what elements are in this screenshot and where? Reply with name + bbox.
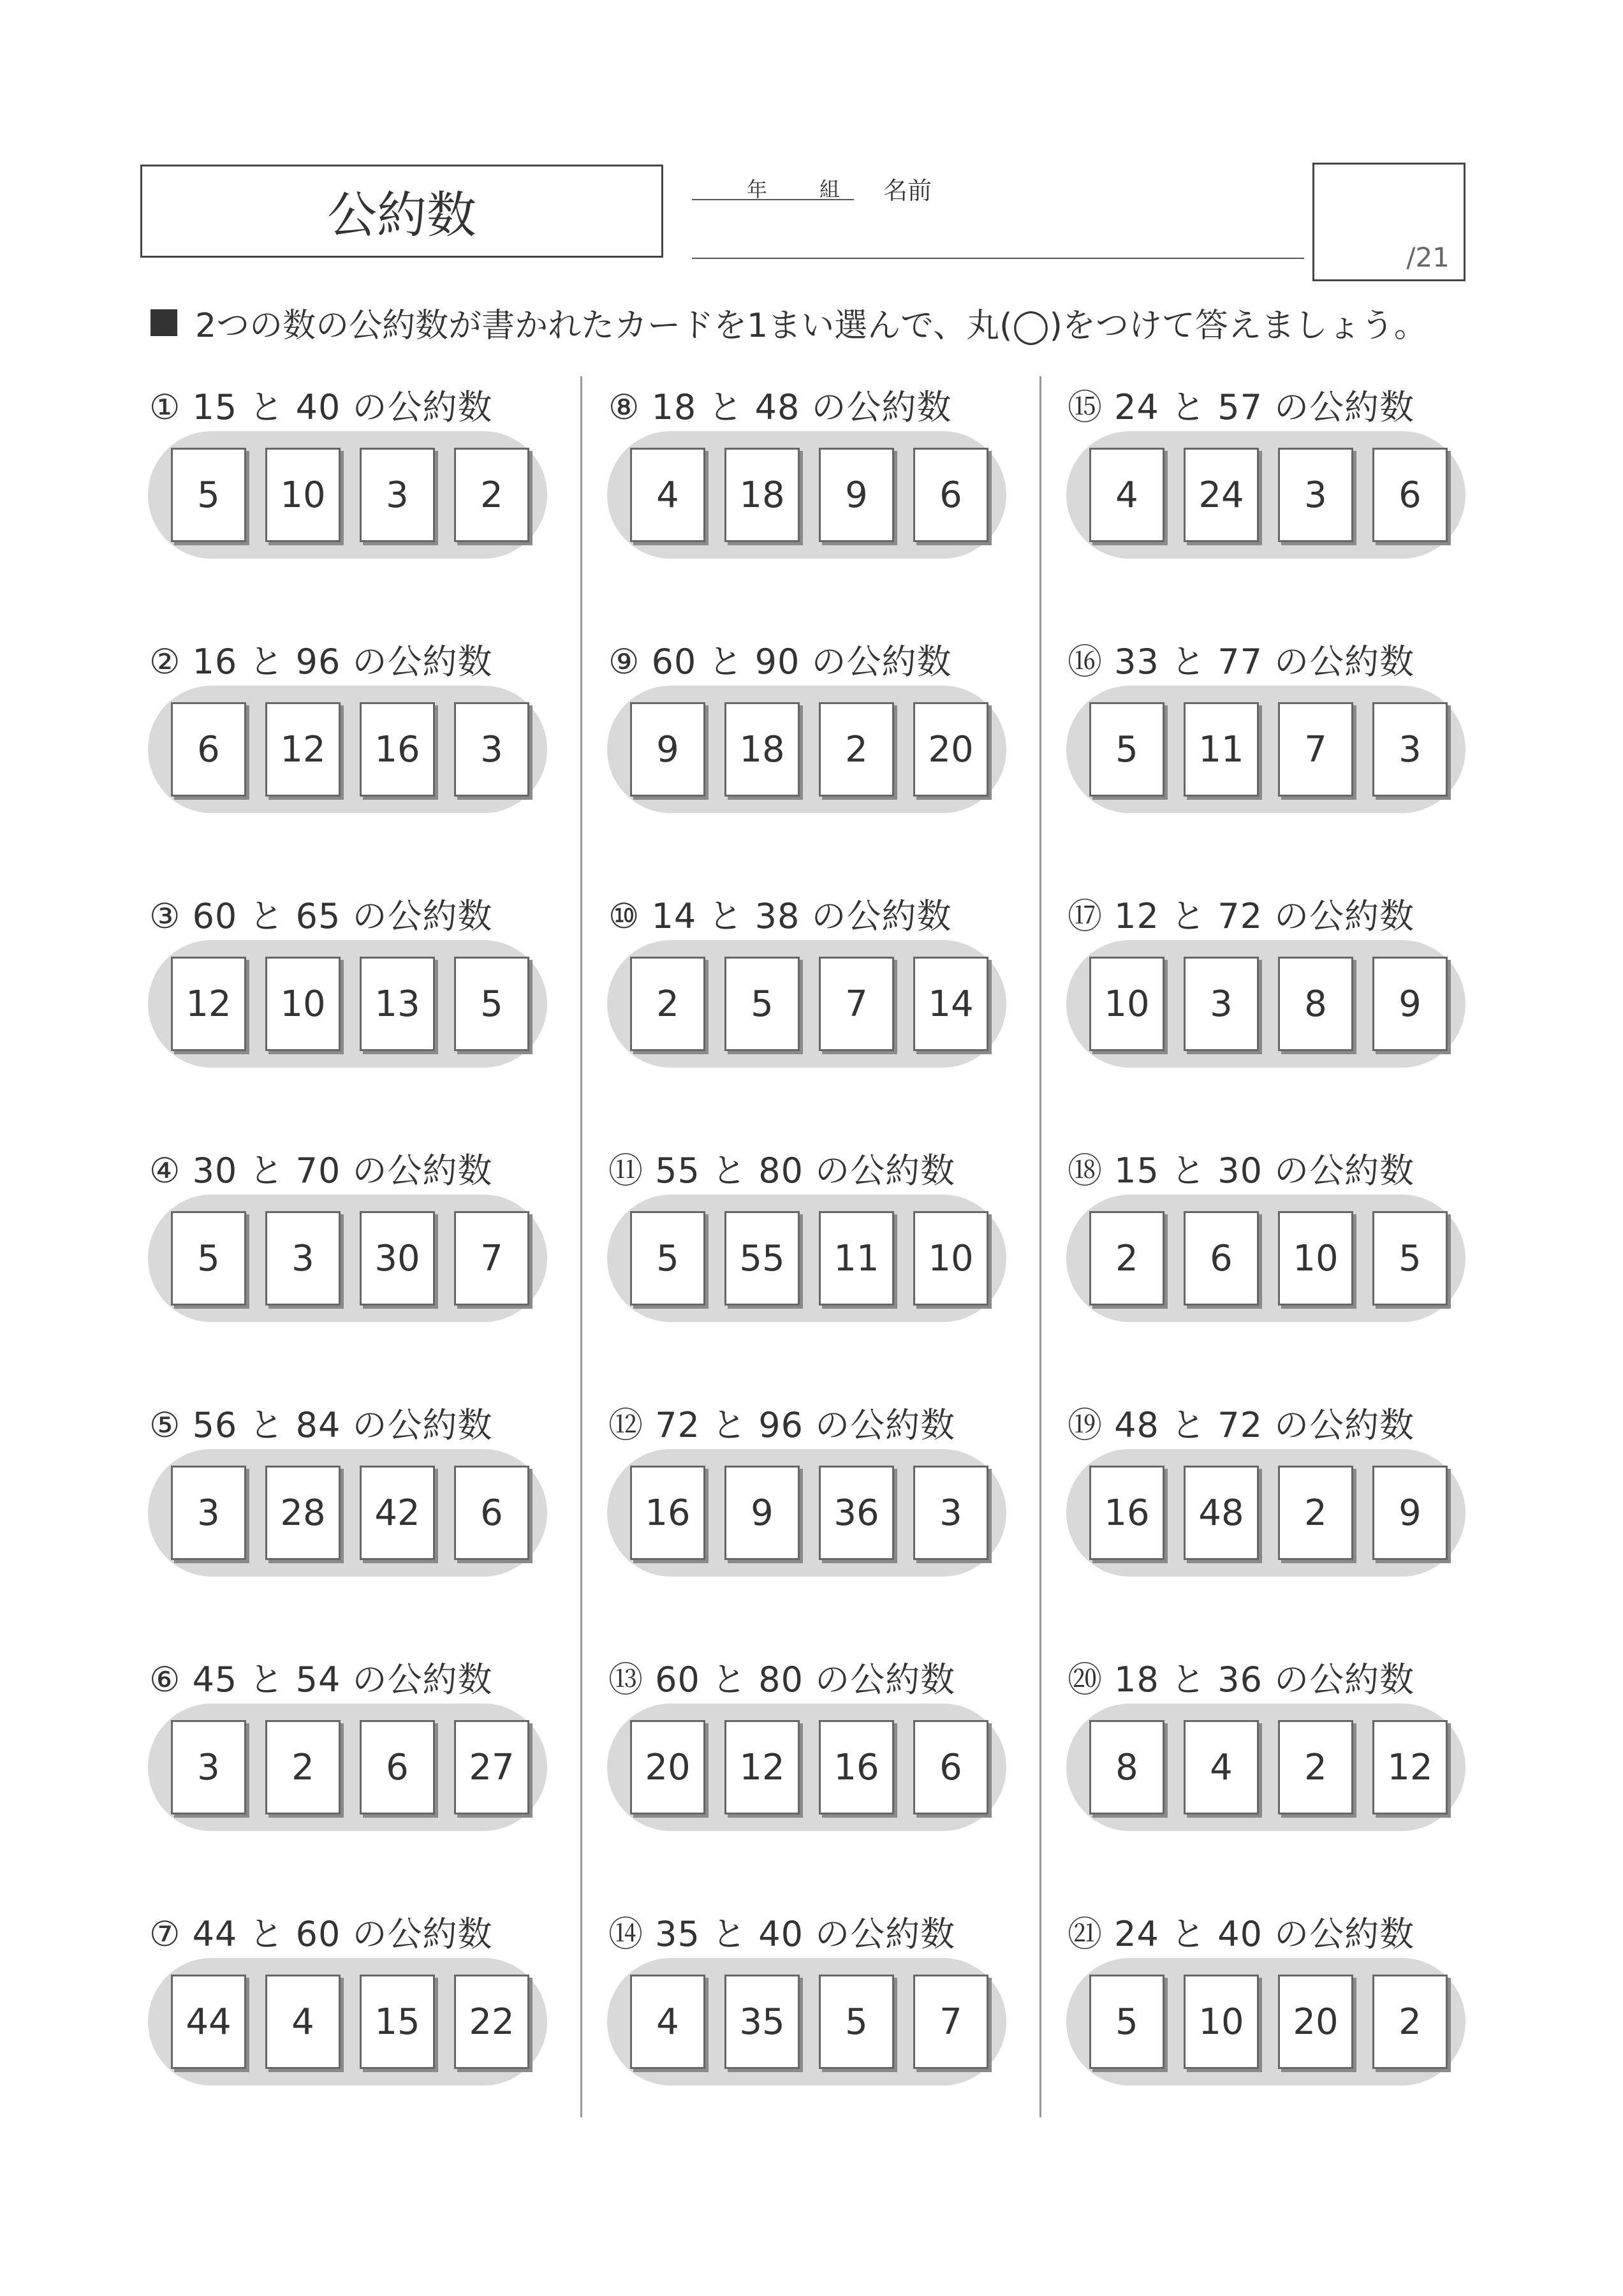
problem-12 xyxy=(607,1398,1015,1589)
instruction-text: 2つの数の公約数が書かれたカードを1まい選んで、丸(◯)をつけて答えましょう。 xyxy=(195,307,1427,345)
name-area xyxy=(692,165,1304,267)
answer-card[interactable]: 18 xyxy=(724,448,800,542)
answer-card[interactable]: 5 xyxy=(724,957,800,1051)
answer-card[interactable]: 44 xyxy=(171,1975,246,2069)
answer-card[interactable]: 4 xyxy=(630,1975,705,2069)
answer-card[interactable]: 16 xyxy=(360,702,435,797)
answer-card[interactable]: 10 xyxy=(1184,1975,1259,2069)
problem-label: ⑫ 72 と 96 の公約数 xyxy=(608,1405,956,1445)
answer-card[interactable]: 4 xyxy=(1089,448,1164,542)
answer-card[interactable]: 20 xyxy=(630,1720,705,1814)
answer-card[interactable]: 3 xyxy=(360,448,435,542)
problem-label: ① 15 と 40 の公約数 xyxy=(149,387,493,427)
answer-card[interactable]: 7 xyxy=(1278,702,1353,797)
class-label: 組 xyxy=(819,177,841,202)
score-total: /21 xyxy=(1406,242,1450,273)
answer-card[interactable]: 2 xyxy=(1278,1720,1353,1814)
answer-card[interactable]: 6 xyxy=(360,1720,435,1814)
answer-card[interactable]: 2 xyxy=(1372,1975,1448,2069)
answer-card[interactable]: 27 xyxy=(454,1720,529,1814)
answer-card[interactable]: 28 xyxy=(265,1466,341,1560)
name-label: 名前 xyxy=(883,177,932,205)
problem-label: ② 16 と 96 の公約数 xyxy=(149,642,493,682)
problem-label: ③ 60 と 65 の公約数 xyxy=(149,896,493,936)
answer-card[interactable]: 3 xyxy=(1278,448,1353,542)
answer-card[interactable]: 9 xyxy=(1372,1466,1448,1560)
answer-card[interactable]: 20 xyxy=(913,702,988,797)
answer-card[interactable]: 24 xyxy=(1184,448,1259,542)
answer-card[interactable]: 3 xyxy=(171,1720,246,1814)
problem-13 xyxy=(607,1652,1015,1844)
problem-label: ⑨ 60 と 90 の公約数 xyxy=(608,642,952,682)
answer-card[interactable]: 18 xyxy=(724,702,800,797)
square-bullet-icon xyxy=(151,309,177,336)
problem-label: ⑰ 12 と 72 の公約数 xyxy=(1068,896,1415,936)
answer-card[interactable]: 4 xyxy=(1184,1720,1259,1814)
answer-card[interactable]: 15 xyxy=(360,1975,435,2069)
problem-label: ⑦ 44 と 60 の公約数 xyxy=(149,1914,493,1954)
answer-card[interactable]: 8 xyxy=(1089,1720,1164,1814)
answer-card[interactable]: 5 xyxy=(819,1975,894,2069)
answer-card[interactable]: 55 xyxy=(724,1211,800,1306)
answer-card[interactable]: 3 xyxy=(913,1466,988,1560)
answer-card[interactable]: 14 xyxy=(913,957,988,1051)
problem-6 xyxy=(148,1652,556,1844)
problem-label: ⑩ 14 と 38 の公約数 xyxy=(608,896,952,936)
problem-15 xyxy=(1066,380,1474,571)
problem-label: ⑤ 56 と 84 の公約数 xyxy=(149,1405,493,1445)
problem-2 xyxy=(148,635,556,826)
answer-card[interactable]: 11 xyxy=(819,1211,894,1306)
answer-card[interactable]: 8 xyxy=(1278,957,1353,1051)
answer-card[interactable]: 10 xyxy=(265,448,341,542)
problem-8 xyxy=(607,380,1015,571)
name-field[interactable] xyxy=(692,258,1304,259)
answer-card[interactable]: 16 xyxy=(819,1720,894,1814)
answer-card[interactable]: 9 xyxy=(630,702,705,797)
answer-card[interactable]: 5 xyxy=(171,448,246,542)
answer-card[interactable]: 4 xyxy=(630,448,705,542)
problem-label: ⑥ 45 と 54 の公約数 xyxy=(149,1659,493,1700)
problem-label: ⑳ 18 と 36 の公約数 xyxy=(1068,1659,1415,1700)
problem-label: ⑪ 55 と 80 の公約数 xyxy=(608,1151,956,1191)
answer-card[interactable]: 3 xyxy=(1372,702,1448,797)
problem-label: ⑧ 18 と 48 の公約数 xyxy=(608,387,952,427)
answer-card[interactable]: 22 xyxy=(454,1975,529,2069)
problem-label: ⑲ 48 と 72 の公約数 xyxy=(1068,1405,1415,1445)
answer-card[interactable]: 10 xyxy=(265,957,341,1051)
problem-label: ⑭ 35 と 40 の公約数 xyxy=(608,1914,956,1954)
problem-3 xyxy=(148,889,556,1080)
problem-14 xyxy=(607,1907,1015,2098)
answer-card[interactable]: 10 xyxy=(1089,957,1164,1051)
answer-card[interactable]: 30 xyxy=(360,1211,435,1306)
answer-card[interactable]: 4 xyxy=(265,1975,341,2069)
column-divider xyxy=(1039,376,1041,2117)
answer-card[interactable]: 6 xyxy=(1184,1211,1259,1306)
problem-9 xyxy=(607,635,1015,826)
answer-card[interactable]: 3 xyxy=(265,1211,341,1306)
answer-card[interactable]: 7 xyxy=(454,1211,529,1306)
answer-card[interactable]: 3 xyxy=(454,702,529,797)
instruction xyxy=(151,298,1427,346)
answer-card[interactable]: 12 xyxy=(171,957,246,1051)
problem-19 xyxy=(1066,1398,1474,1589)
answer-card[interactable]: 6 xyxy=(913,1720,988,1814)
answer-card[interactable]: 3 xyxy=(171,1466,246,1560)
answer-card[interactable]: 5 xyxy=(171,1211,246,1306)
answer-card[interactable]: 12 xyxy=(724,1720,800,1814)
answer-card[interactable]: 5 xyxy=(454,957,529,1051)
problem-5 xyxy=(148,1398,556,1589)
answer-card[interactable]: 6 xyxy=(454,1466,529,1560)
problem-label: ㉑ 24 と 40 の公約数 xyxy=(1068,1914,1415,1954)
answer-card[interactable]: 12 xyxy=(265,702,341,797)
answer-card[interactable]: 9 xyxy=(724,1466,800,1560)
score-box[interactable] xyxy=(1312,163,1465,281)
problem-10 xyxy=(607,889,1015,1080)
answer-card[interactable]: 7 xyxy=(819,957,894,1051)
answer-card[interactable]: 9 xyxy=(1372,957,1448,1051)
grade-class-line xyxy=(692,199,854,200)
problem-1 xyxy=(148,380,556,571)
answer-card[interactable]: 2 xyxy=(819,702,894,797)
answer-card[interactable]: 6 xyxy=(171,702,246,797)
answer-card[interactable]: 2 xyxy=(454,448,529,542)
answer-card[interactable]: 5 xyxy=(1089,702,1164,797)
answer-card[interactable]: 2 xyxy=(1089,1211,1164,1306)
problem-7 xyxy=(148,1907,556,2098)
problem-4 xyxy=(148,1144,556,1335)
answer-card[interactable]: 42 xyxy=(360,1466,435,1560)
answer-card[interactable]: 2 xyxy=(265,1720,341,1814)
answer-card[interactable]: 5 xyxy=(1372,1211,1448,1306)
problem-label: ⑮ 24 と 57 の公約数 xyxy=(1068,387,1415,427)
answer-card[interactable]: 3 xyxy=(1184,957,1259,1051)
problem-label: ⑱ 15 と 30 の公約数 xyxy=(1068,1151,1415,1191)
answer-card[interactable]: 2 xyxy=(1278,1466,1353,1560)
problem-16 xyxy=(1066,635,1474,826)
problem-label: ⑬ 60 と 80 の公約数 xyxy=(608,1659,956,1700)
answer-card[interactable]: 16 xyxy=(1089,1466,1164,1560)
answer-card[interactable]: 11 xyxy=(1184,702,1259,797)
answer-card[interactable]: 5 xyxy=(1089,1975,1164,2069)
answer-card[interactable]: 35 xyxy=(724,1975,800,2069)
answer-card[interactable]: 9 xyxy=(819,448,894,542)
problem-label: ⑯ 33 と 77 の公約数 xyxy=(1068,642,1415,682)
column-divider xyxy=(580,376,582,2117)
answer-card[interactable]: 13 xyxy=(360,957,435,1051)
answer-card[interactable]: 16 xyxy=(630,1466,705,1560)
answer-card[interactable]: 12 xyxy=(1372,1720,1448,1814)
answer-card[interactable]: 6 xyxy=(913,448,988,542)
answer-card[interactable]: 20 xyxy=(1278,1975,1353,2069)
problem-21 xyxy=(1066,1907,1474,2098)
answer-card[interactable]: 48 xyxy=(1184,1466,1259,1560)
answer-card[interactable]: 10 xyxy=(913,1211,988,1306)
answer-card[interactable]: 36 xyxy=(819,1466,894,1560)
problem-17 xyxy=(1066,889,1474,1080)
answer-card[interactable]: 7 xyxy=(913,1975,988,2069)
answer-card[interactable]: 2 xyxy=(630,957,705,1051)
answer-card[interactable]: 10 xyxy=(1278,1211,1353,1306)
problem-20 xyxy=(1066,1652,1474,1844)
problem-18 xyxy=(1066,1144,1474,1335)
grade-label: 年 xyxy=(747,177,768,202)
problem-11 xyxy=(607,1144,1015,1335)
problem-label: ④ 30 と 70 の公約数 xyxy=(149,1151,493,1191)
answer-card[interactable]: 6 xyxy=(1372,448,1448,542)
worksheet-title: 公約数 xyxy=(140,165,663,258)
answer-card[interactable]: 5 xyxy=(630,1211,705,1306)
